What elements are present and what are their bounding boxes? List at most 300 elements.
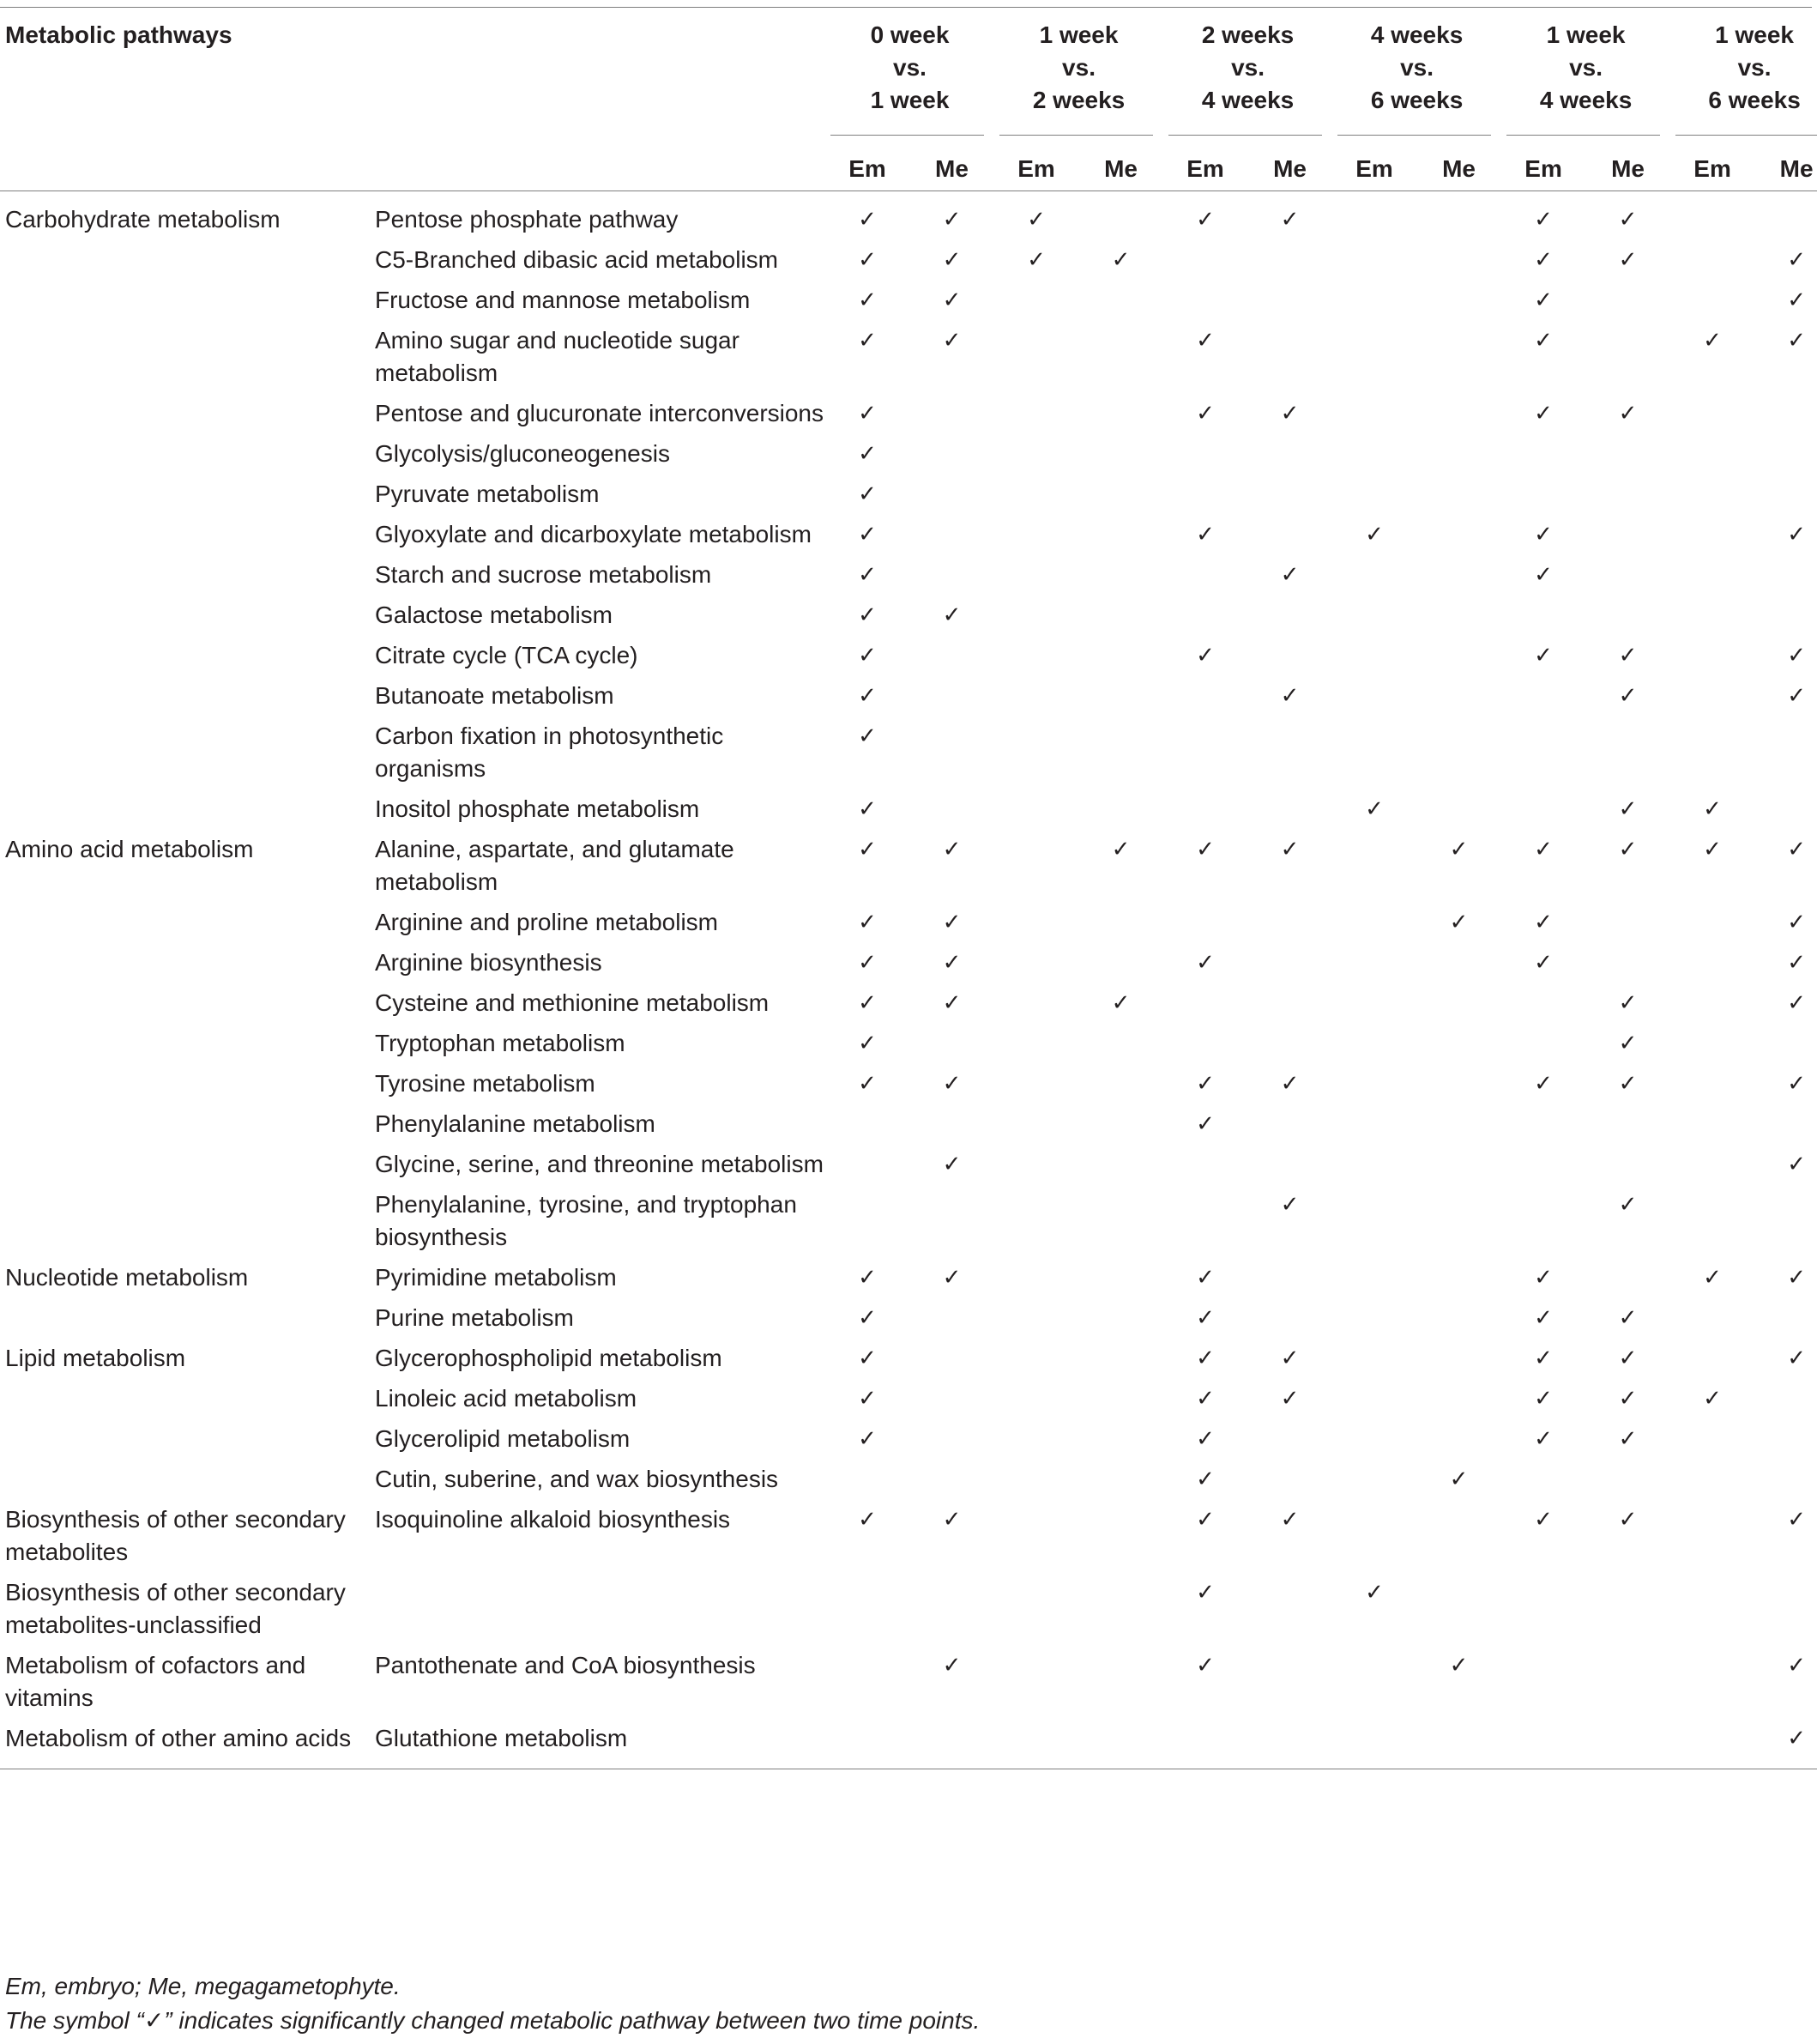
comparison-header-line: vs. xyxy=(1400,54,1434,81)
check-icon: ✓ xyxy=(1280,837,1300,862)
table-row xyxy=(0,674,1817,714)
check-icon: ✓ xyxy=(1449,1653,1469,1678)
category-cell xyxy=(0,238,370,278)
mark-cell xyxy=(1670,553,1754,593)
check-icon: ✓ xyxy=(1534,643,1553,668)
mark-cell xyxy=(1332,1061,1416,1102)
check-icon: ✓ xyxy=(942,910,962,935)
mark-cell xyxy=(1670,981,1754,1021)
mark-cell xyxy=(1501,512,1585,553)
mark-cell xyxy=(1670,278,1754,318)
mark-cell xyxy=(825,553,909,593)
category-cell xyxy=(0,472,370,512)
mark-cell xyxy=(909,900,994,940)
subheader-me: Me xyxy=(1247,136,1332,191)
check-icon: ✓ xyxy=(942,247,962,273)
header-blank xyxy=(370,7,825,136)
pathway-cell: Fructose and mannose metabolism xyxy=(375,287,751,313)
pathway-cell: Glycerolipid metabolism xyxy=(375,1425,631,1452)
subheader-em: Em xyxy=(1332,136,1416,191)
mark-cell xyxy=(1078,1336,1163,1376)
check-icon: ✓ xyxy=(1449,837,1469,862)
abbreviation-note: Em, embryo; Me, megagametophyte. xyxy=(5,1973,401,1999)
table-row xyxy=(0,981,1817,1021)
category-cell xyxy=(0,674,370,714)
mark-cell xyxy=(825,633,909,674)
mark-cell xyxy=(825,191,909,239)
table-row xyxy=(0,1643,1817,1716)
check-icon: ✓ xyxy=(1196,1346,1215,1371)
mark-cell xyxy=(1501,1457,1585,1497)
comparison-header xyxy=(825,7,994,136)
check-icon: ✓ xyxy=(858,796,877,822)
mark-cell xyxy=(1670,1255,1754,1296)
mark-cell xyxy=(1332,278,1416,318)
mark-cell xyxy=(1416,191,1501,239)
check-icon: ✓ xyxy=(858,247,877,273)
header-title: Metabolic pathways xyxy=(5,21,232,48)
comparison-rule xyxy=(1168,135,1322,136)
check-icon: ✓ xyxy=(1787,522,1806,547)
mark-cell xyxy=(1332,1643,1416,1716)
mark-cell xyxy=(1585,1255,1670,1296)
mark-cell xyxy=(1416,940,1501,981)
mark-cell xyxy=(825,512,909,553)
mark-cell xyxy=(1332,1021,1416,1061)
mark-cell xyxy=(1501,318,1585,391)
mark-cell xyxy=(909,633,994,674)
mark-cell xyxy=(1754,714,1817,787)
subheader-em: Em xyxy=(825,136,909,191)
mark-cell xyxy=(1670,1570,1754,1643)
mark-cell xyxy=(1078,1376,1163,1417)
pathway-cell: Isoquinoline alkaloid biosynthesis xyxy=(375,1506,731,1533)
mark-cell xyxy=(1670,1643,1754,1716)
mark-cell xyxy=(1501,827,1585,900)
check-icon: ✓ xyxy=(1534,1305,1553,1331)
symbol-note-prefix: The symbol “ xyxy=(5,2007,144,2034)
check-icon: ✓ xyxy=(858,1305,877,1331)
mark-cell xyxy=(1332,1102,1416,1142)
mark-cell xyxy=(825,1102,909,1142)
mark-cell xyxy=(909,1417,994,1457)
mark-cell xyxy=(825,1457,909,1497)
check-icon: ✓ xyxy=(1534,522,1553,547)
mark-cell xyxy=(1416,714,1501,787)
mark-cell xyxy=(994,278,1078,318)
category-cell xyxy=(0,1296,370,1336)
pathway-cell: Pentose phosphate pathway xyxy=(375,206,679,233)
mark-cell xyxy=(1332,593,1416,633)
mark-cell xyxy=(1670,1457,1754,1497)
mark-cell xyxy=(1754,278,1817,318)
mark-cell xyxy=(1585,191,1670,239)
category-cell: Metabolism of other amino acids xyxy=(0,1716,370,1769)
check-icon: ✓ xyxy=(1534,1386,1553,1412)
pathway-cell: Glutathione metabolism xyxy=(370,1716,825,1769)
mark-cell xyxy=(1332,512,1416,553)
mark-cell xyxy=(1163,318,1247,391)
mark-cell xyxy=(1585,1457,1670,1497)
check-icon: ✓ xyxy=(858,990,877,1016)
mark-cell xyxy=(1416,1182,1501,1255)
mark-cell xyxy=(909,787,994,827)
mark-cell xyxy=(1754,900,1817,940)
mark-cell xyxy=(1754,940,1817,981)
check-icon: ✓ xyxy=(1196,1071,1215,1097)
mark-cell xyxy=(1585,1497,1670,1570)
mark-cell xyxy=(1754,1296,1817,1336)
mark-cell xyxy=(825,593,909,633)
check-icon: ✓ xyxy=(858,522,877,547)
mark-cell xyxy=(1332,1457,1416,1497)
mark-cell xyxy=(909,238,994,278)
table-row xyxy=(0,391,1817,432)
mark-cell xyxy=(1247,1061,1332,1102)
table-row xyxy=(0,714,1817,787)
check-icon: ✓ xyxy=(942,287,962,313)
mark-cell xyxy=(909,553,994,593)
mark-cell xyxy=(1332,391,1416,432)
check-icon: ✓ xyxy=(858,837,877,862)
mark-cell xyxy=(909,1102,994,1142)
mark-cell xyxy=(994,512,1078,553)
pathway-cell: Pyrimidine metabolism xyxy=(375,1264,617,1291)
mark-cell xyxy=(1501,1021,1585,1061)
comparison-rule xyxy=(830,135,984,136)
mark-cell xyxy=(1078,1182,1163,1255)
mark-cell xyxy=(1416,553,1501,593)
mark-cell xyxy=(994,674,1078,714)
mark-cell xyxy=(994,714,1078,787)
check-icon: ✓ xyxy=(858,1071,877,1097)
category-cell: Biosynthesis of other secondary metabolites xyxy=(5,1506,346,1565)
subheader-me: Me xyxy=(1585,136,1670,191)
mark-cell xyxy=(1078,1497,1163,1570)
check-icon: ✓ xyxy=(858,481,877,507)
mark-cell xyxy=(1247,238,1332,278)
mark-cell xyxy=(1416,472,1501,512)
check-icon: ✓ xyxy=(858,723,877,749)
mark-cell xyxy=(825,391,909,432)
mark-cell xyxy=(1416,1021,1501,1061)
mark-cell xyxy=(909,1255,994,1296)
comparison-header xyxy=(994,7,1163,136)
check-icon: ✓ xyxy=(858,1265,877,1291)
mark-cell xyxy=(994,1102,1078,1142)
check-icon: ✓ xyxy=(1618,1386,1638,1412)
check-icon: ✓ xyxy=(1534,562,1553,588)
mark-cell xyxy=(1163,1643,1247,1716)
mark-cell xyxy=(1247,593,1332,633)
check-icon: ✓ xyxy=(1111,247,1131,273)
mark-cell xyxy=(1247,553,1332,593)
mark-cell xyxy=(1078,553,1163,593)
pathway-cell: Phenylalanine metabolism xyxy=(375,1110,655,1137)
mark-cell xyxy=(1670,1021,1754,1061)
mark-cell xyxy=(1163,1296,1247,1336)
mark-cell xyxy=(1247,1376,1332,1417)
comparison-header-line: 1 week xyxy=(1546,21,1626,48)
mark-cell xyxy=(909,1497,994,1570)
mark-cell xyxy=(1585,391,1670,432)
mark-cell xyxy=(1585,512,1670,553)
mark-cell xyxy=(1754,1376,1817,1417)
check-icon: ✓ xyxy=(1196,950,1215,976)
pathway-cell: C5-Branched dibasic acid metabolism xyxy=(375,246,778,273)
category-cell xyxy=(0,593,370,633)
check-icon: ✓ xyxy=(1787,1265,1806,1291)
mark-cell xyxy=(1163,553,1247,593)
mark-cell xyxy=(1332,1376,1416,1417)
check-icon: ✓ xyxy=(1196,1265,1215,1291)
table-row xyxy=(0,1417,1817,1457)
category-cell: Metabolism of cofactors and vitamins xyxy=(5,1652,306,1711)
mark-cell xyxy=(1163,191,1247,239)
mark-cell xyxy=(1416,1142,1501,1182)
pathway-cell: Phenylalanine, tyrosine, and tryptophan biosynthesis xyxy=(375,1191,797,1250)
table-row xyxy=(0,1570,1817,1643)
mark-cell xyxy=(994,981,1078,1021)
table-row xyxy=(0,593,1817,633)
check-icon: ✓ xyxy=(1787,1507,1806,1533)
mark-cell xyxy=(909,593,994,633)
table-row xyxy=(0,191,1817,239)
mark-cell xyxy=(909,981,994,1021)
category-cell xyxy=(0,1182,370,1255)
mark-cell xyxy=(1501,981,1585,1021)
mark-cell xyxy=(1670,1336,1754,1376)
mark-cell xyxy=(1416,674,1501,714)
mark-cell xyxy=(1416,593,1501,633)
mark-cell xyxy=(1754,674,1817,714)
mark-cell xyxy=(1670,1716,1754,1769)
check-icon: ✓ xyxy=(1787,247,1806,273)
category-cell: Lipid metabolism xyxy=(5,1345,186,1371)
pathway-cell: Galactose metabolism xyxy=(375,602,613,628)
check-icon: ✓ xyxy=(1196,1653,1215,1678)
check-icon: ✓ xyxy=(1618,683,1638,709)
check-icon: ✓ xyxy=(858,1346,877,1371)
check-icon: ✓ xyxy=(1534,1426,1553,1452)
table-row xyxy=(0,278,1817,318)
mark-cell xyxy=(1754,1336,1817,1376)
mark-cell xyxy=(1416,1061,1501,1102)
pathway-cell: Carbon fixation in photosynthetic organisms xyxy=(375,723,724,782)
mark-cell xyxy=(1247,432,1332,472)
table-row xyxy=(0,1102,1817,1142)
check-icon: ✓ xyxy=(1280,1346,1300,1371)
mark-cell xyxy=(1078,1296,1163,1336)
mark-cell xyxy=(909,1296,994,1336)
mark-cell xyxy=(909,318,994,391)
mark-cell xyxy=(1078,1255,1163,1296)
mark-cell xyxy=(1416,1417,1501,1457)
check-icon: ✓ xyxy=(858,1031,877,1056)
mark-cell xyxy=(1163,1255,1247,1296)
pathway-cell: Alanine, aspartate, and glutamate metabolism xyxy=(375,836,734,895)
comparison-rule xyxy=(1675,135,1817,136)
check-icon: ✓ xyxy=(942,1507,962,1533)
check-icon: ✓ xyxy=(1280,207,1300,233)
check-icon: ✓ xyxy=(1534,1265,1553,1291)
subheader-me: Me xyxy=(909,136,994,191)
mark-cell xyxy=(994,1255,1078,1296)
mark-cell xyxy=(825,827,909,900)
pathway-cell: Glycerophospholipid metabolism xyxy=(375,1345,722,1371)
mark-cell xyxy=(1247,1021,1332,1061)
mark-cell xyxy=(1163,981,1247,1021)
mark-cell xyxy=(1416,1102,1501,1142)
category-cell xyxy=(0,787,370,827)
mark-cell xyxy=(1754,1182,1817,1255)
check-icon: ✓ xyxy=(942,837,962,862)
mark-cell xyxy=(1078,900,1163,940)
mark-cell xyxy=(1332,714,1416,787)
mark-cell xyxy=(1585,981,1670,1021)
mark-cell xyxy=(994,900,1078,940)
table-row xyxy=(0,1296,1817,1336)
mark-cell xyxy=(1501,593,1585,633)
mark-cell xyxy=(1670,1182,1754,1255)
comparison-header xyxy=(1332,7,1501,136)
mark-cell xyxy=(1670,472,1754,512)
comparison-header-line: vs. xyxy=(893,54,927,81)
check-icon: ✓ xyxy=(1618,990,1638,1016)
mark-cell xyxy=(994,593,1078,633)
mark-cell xyxy=(1754,1570,1817,1643)
mark-cell xyxy=(1501,1417,1585,1457)
mark-cell xyxy=(1754,827,1817,900)
category-cell: Carbohydrate metabolism xyxy=(5,206,281,233)
check-icon: ✓ xyxy=(1196,1305,1215,1331)
mark-cell xyxy=(1670,512,1754,553)
check-icon: ✓ xyxy=(1365,1580,1384,1606)
mark-cell xyxy=(1163,633,1247,674)
mark-cell xyxy=(1332,1336,1416,1376)
mark-cell xyxy=(1247,787,1332,827)
metabolic-pathways-table xyxy=(0,7,1817,1769)
mark-cell xyxy=(1501,787,1585,827)
comparison-header-line: 0 week xyxy=(870,21,950,48)
mark-cell xyxy=(1754,432,1817,472)
mark-cell xyxy=(994,633,1078,674)
check-icon: ✓ xyxy=(1703,328,1722,354)
mark-cell xyxy=(1416,238,1501,278)
comparison-header-line: 6 weeks xyxy=(1370,87,1464,113)
check-icon: ✓ xyxy=(1280,1071,1300,1097)
mark-cell xyxy=(1247,191,1332,239)
mark-cell xyxy=(1754,238,1817,278)
check-icon: ✓ xyxy=(1280,683,1300,709)
mark-cell xyxy=(1416,900,1501,940)
check-icon: ✓ xyxy=(858,1386,877,1412)
check-icon: ✓ xyxy=(1787,328,1806,354)
check-icon: ✓ xyxy=(1703,1386,1722,1412)
check-icon: ✓ xyxy=(1534,287,1553,313)
mark-cell xyxy=(1247,391,1332,432)
mark-cell xyxy=(909,940,994,981)
check-icon: ✓ xyxy=(1196,1466,1215,1492)
check-icon: ✓ xyxy=(858,643,877,668)
mark-cell xyxy=(1585,1376,1670,1417)
check-icon: ✓ xyxy=(1703,796,1722,822)
category-cell xyxy=(0,714,370,787)
check-icon: ✓ xyxy=(1280,562,1300,588)
mark-cell xyxy=(1247,981,1332,1021)
table-footnotes xyxy=(5,1969,980,2038)
pathway-cell: Tryptophan metabolism xyxy=(375,1030,625,1056)
mark-cell xyxy=(1585,633,1670,674)
mark-cell xyxy=(994,1336,1078,1376)
mark-cell xyxy=(1501,900,1585,940)
mark-cell xyxy=(1078,593,1163,633)
pathway-cell: Glycine, serine, and threonine metabolism xyxy=(375,1151,824,1177)
mark-cell xyxy=(1163,787,1247,827)
pathway-cell: Arginine and proline metabolism xyxy=(375,909,718,935)
check-icon: ✓ xyxy=(1196,643,1215,668)
table-row xyxy=(0,1376,1817,1417)
mark-cell xyxy=(1247,1417,1332,1457)
mark-cell xyxy=(994,191,1078,239)
check-icon: ✓ xyxy=(1787,1071,1806,1097)
mark-cell xyxy=(1585,1417,1670,1457)
mark-cell xyxy=(1754,1142,1817,1182)
table-row xyxy=(0,1142,1817,1182)
mark-cell xyxy=(1585,1021,1670,1061)
pathway-cell: Cysteine and methionine metabolism xyxy=(375,989,770,1016)
mark-cell xyxy=(1247,1457,1332,1497)
check-icon: ✓ xyxy=(1196,207,1215,233)
mark-cell xyxy=(1163,1061,1247,1102)
check-icon: ✓ xyxy=(942,207,962,233)
mark-cell xyxy=(1332,1570,1416,1643)
check-icon: ✓ xyxy=(858,683,877,709)
mark-cell xyxy=(1585,1142,1670,1182)
check-icon: ✓ xyxy=(1280,1386,1300,1412)
category-cell xyxy=(0,981,370,1021)
comparison-header xyxy=(1670,7,1817,136)
pathway-cell: Glycolysis/gluconeogenesis xyxy=(375,440,670,467)
pathway-cell: Linoleic acid metabolism xyxy=(375,1385,637,1412)
mark-cell xyxy=(1247,633,1332,674)
subheader-em: Em xyxy=(1163,136,1247,191)
mark-cell xyxy=(1670,1376,1754,1417)
mark-cell xyxy=(1670,714,1754,787)
mark-cell xyxy=(1247,827,1332,900)
mark-cell xyxy=(1501,238,1585,278)
table-row xyxy=(0,1457,1817,1497)
mark-cell xyxy=(1670,318,1754,391)
mark-cell xyxy=(1332,787,1416,827)
pathway-cell: Arginine biosynthesis xyxy=(375,949,602,976)
mark-cell xyxy=(1163,1417,1247,1457)
subheader-em: Em xyxy=(1670,136,1754,191)
mark-cell xyxy=(1501,432,1585,472)
check-icon: ✓ xyxy=(942,990,962,1016)
mark-cell xyxy=(1754,1255,1817,1296)
mark-cell xyxy=(1163,278,1247,318)
mark-cell xyxy=(1247,1102,1332,1142)
mark-cell xyxy=(1163,1376,1247,1417)
mark-cell xyxy=(909,827,994,900)
mark-cell xyxy=(1585,1296,1670,1336)
check-icon: ✓ xyxy=(1196,1386,1215,1412)
mark-cell xyxy=(1585,238,1670,278)
check-icon: ✓ xyxy=(1787,1346,1806,1371)
mark-cell xyxy=(1332,318,1416,391)
mark-cell xyxy=(1078,981,1163,1021)
